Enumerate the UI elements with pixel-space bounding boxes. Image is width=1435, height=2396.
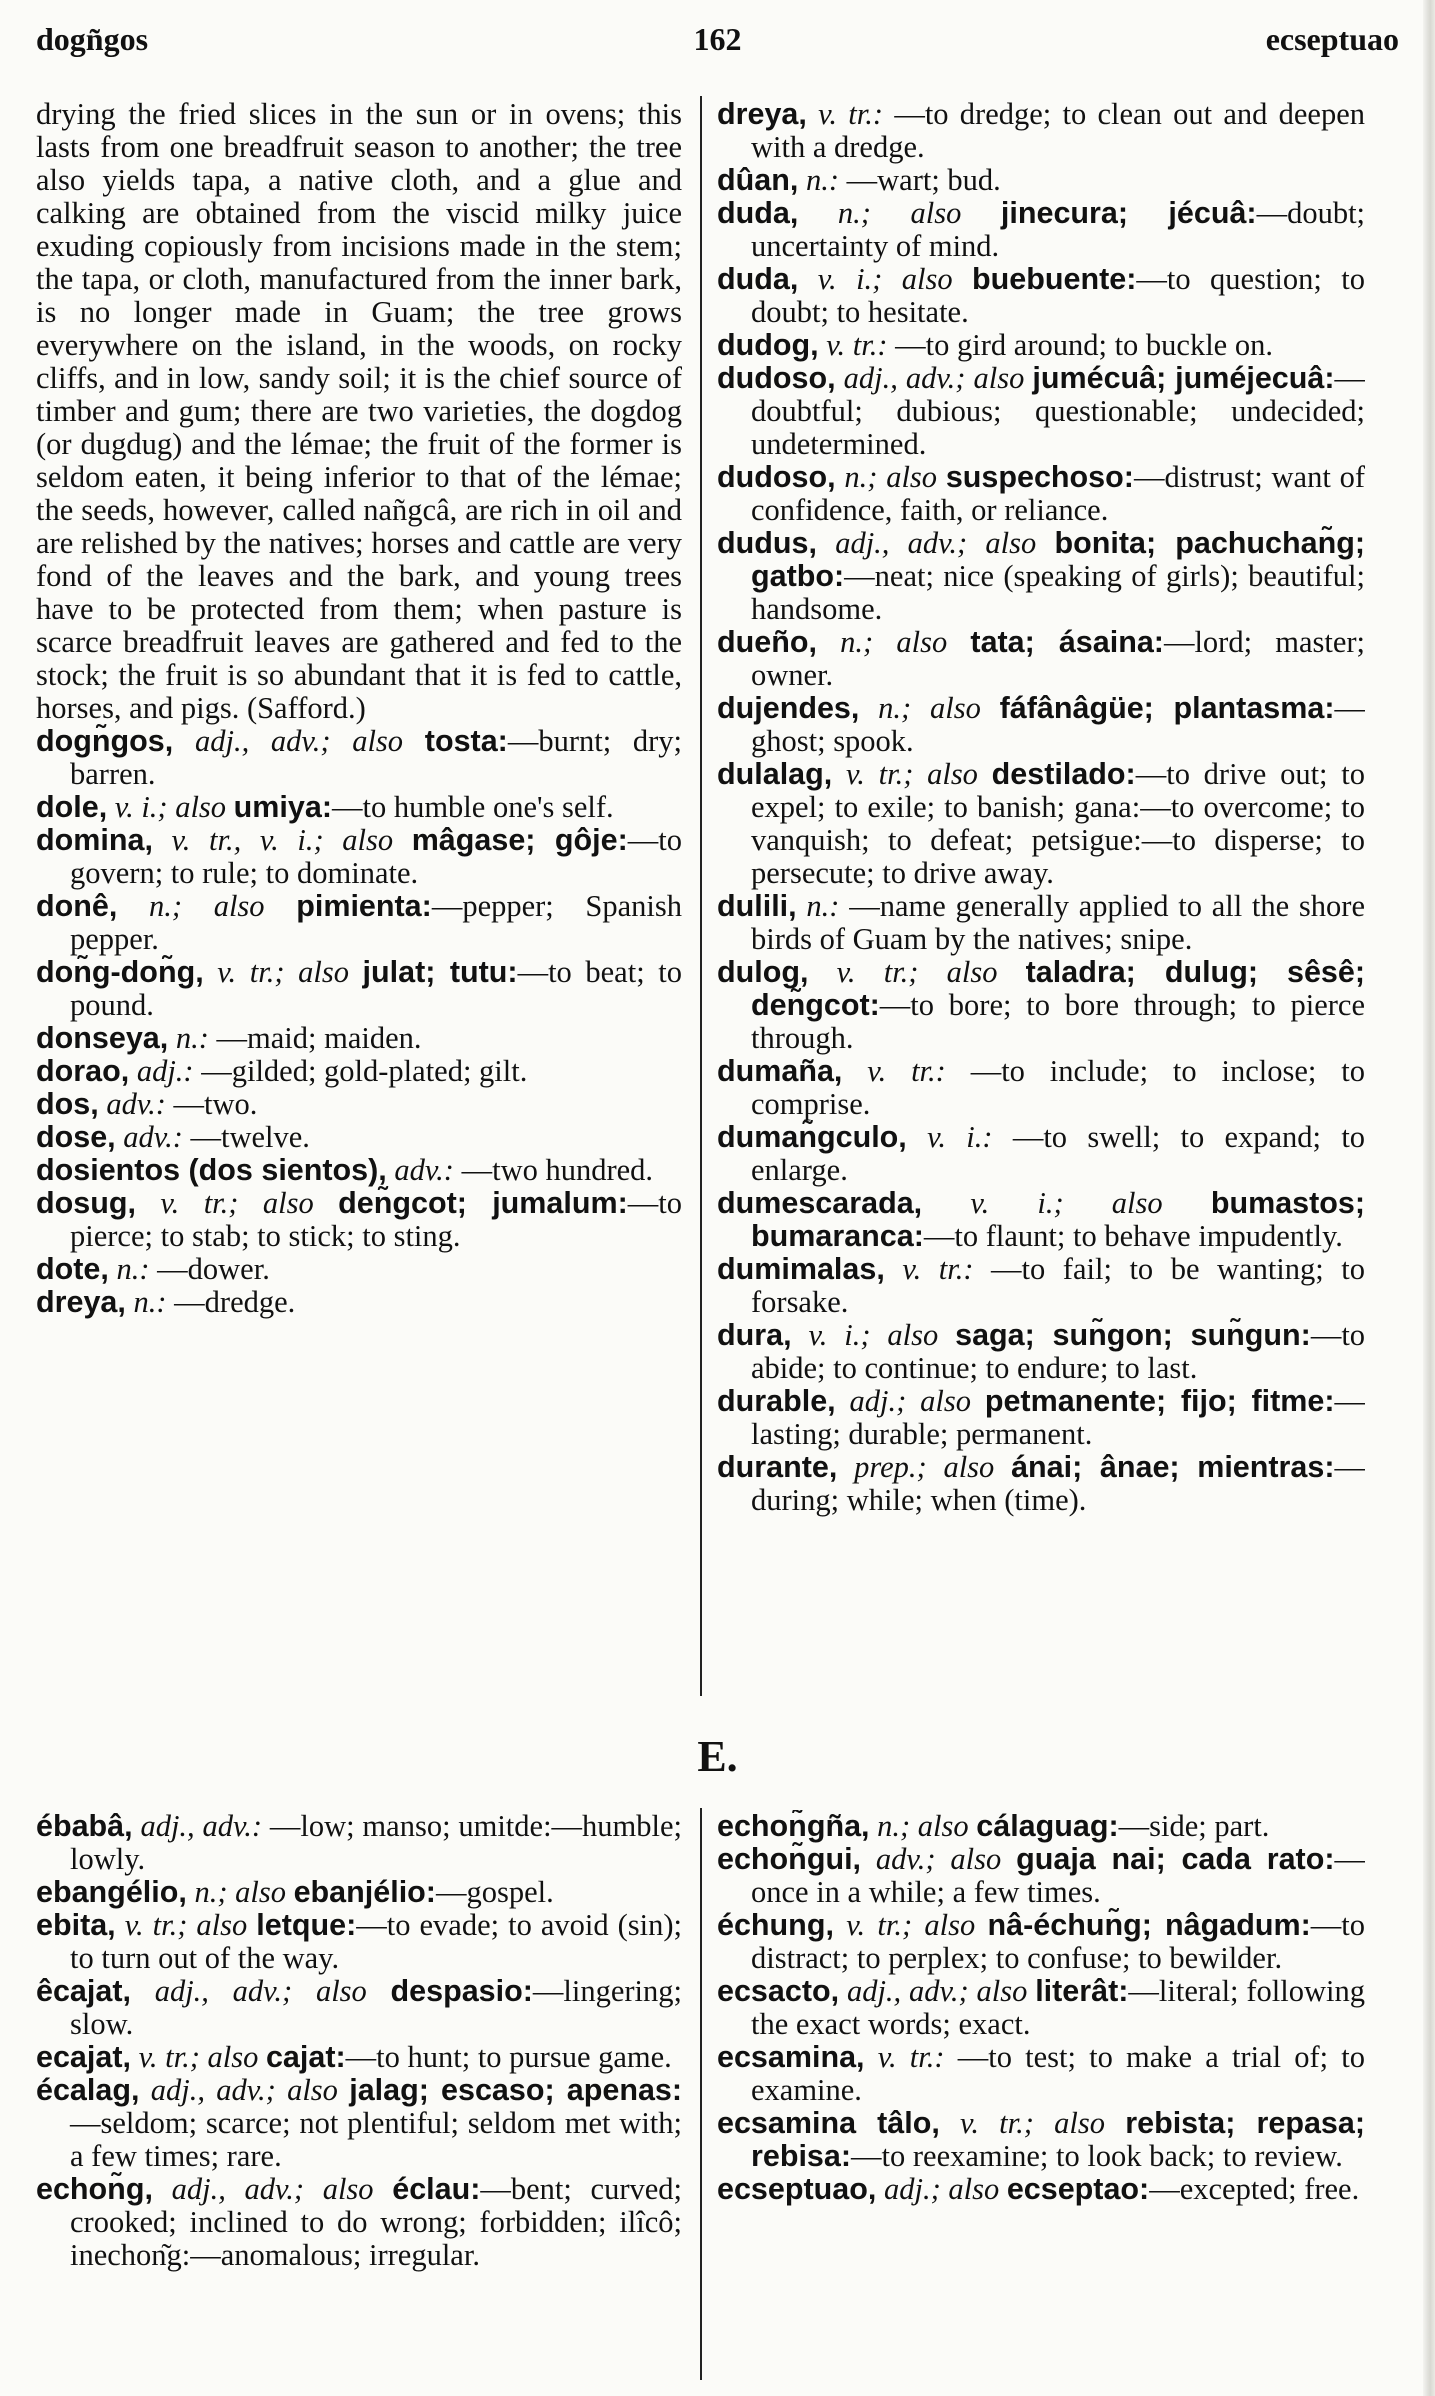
dictionary-entry xyxy=(717,1121,1365,1187)
definition: —name generally applied to all the shore birds of Guam by the natives; snipe. xyxy=(751,889,1365,956)
grammar-label: v. i.; also xyxy=(817,262,953,296)
headword: dosientos (dos sientos), xyxy=(36,1153,387,1187)
definition: —to question; to doubt; to hesitate. xyxy=(751,262,1365,329)
synonym-list: cajat: xyxy=(265,2040,346,2074)
headword: dudoso, xyxy=(717,460,836,494)
grammar-label: adv.; also xyxy=(875,1842,1002,1876)
grammar-label: n.: xyxy=(116,1252,150,1286)
definition: —lord; master; owner. xyxy=(751,625,1365,692)
definition: —once in a while; a few times. xyxy=(751,1842,1365,1909)
headword: ecsamina, xyxy=(717,2040,865,2074)
definition: —literal; following the exact words; exact. xyxy=(751,1974,1365,2041)
grammar-label: v. tr.; also xyxy=(217,955,349,989)
definition: —to pierce; to stab; to stick; to sting. xyxy=(70,1186,682,1253)
synonym-list: pimienta: xyxy=(296,889,432,923)
dictionary-entry xyxy=(36,890,682,956)
headword: ecajat, xyxy=(36,2040,131,2074)
definition: —to include; to inclose; to comprise. xyxy=(751,1054,1365,1121)
definition: —low; manso; umitde:—humble; lowly. xyxy=(70,1810,682,1876)
headword: echon͂gña, xyxy=(717,1810,870,1843)
grammar-label: adj., adv.; also xyxy=(171,2172,374,2206)
headword: echon͂gui, xyxy=(717,1842,862,1876)
headword: dulog, xyxy=(717,955,809,989)
headword: domina, xyxy=(36,823,153,857)
dictionary-entry xyxy=(717,98,1365,164)
headword: dulili, xyxy=(717,889,797,923)
headword: dudog, xyxy=(717,328,819,362)
grammar-label: n.; also xyxy=(194,1875,286,1909)
synonym-list: guaja nai; cada rato: xyxy=(1016,1842,1335,1876)
definition: —to swell; to expand; to enlarge. xyxy=(751,1120,1365,1187)
dictionary-entry xyxy=(36,1121,682,1154)
grammar-label: v. tr.; also xyxy=(138,2040,259,2074)
definition: —pepper; Spanish pepper. xyxy=(70,889,682,956)
definition: —wart; bud. xyxy=(846,163,1001,197)
synonym-list: taladra; dulug; sêsê; den͂gcot: xyxy=(751,955,1365,1022)
definition: —doubt; uncertainty of mind. xyxy=(751,196,1365,263)
headword: ebita, xyxy=(36,1908,116,1942)
dictionary-entry xyxy=(717,956,1365,1055)
grammar-label: adj., adv.; also xyxy=(150,2073,338,2107)
grammar-label: v. i.: xyxy=(927,1120,993,1154)
synonym-list: letque: xyxy=(256,1908,357,1942)
grammar-label: v. i.; also xyxy=(114,790,227,824)
headword: ecsamina tâlo, xyxy=(717,2106,940,2140)
entry-list xyxy=(717,98,1365,1517)
dictionary-entry xyxy=(717,1909,1365,1975)
definition: —to evade; to avoid (sin); to turn out of the way. xyxy=(70,1908,682,1975)
synonym-list: buebuente: xyxy=(972,262,1137,296)
grammar-label: v. tr.; also xyxy=(846,1908,976,1942)
grammar-label: n.; also xyxy=(878,691,981,725)
guide-word-right: ecseptuao xyxy=(1265,21,1399,57)
definition: —to hunt; to pursue game. xyxy=(345,2040,672,2074)
grammar-label: n.; also xyxy=(840,625,948,659)
synonym-list: julat; tutu: xyxy=(362,955,518,989)
definition: —to distract; to perplex; to confuse; to bewilder. xyxy=(751,1908,1365,1975)
dictionary-entry xyxy=(36,1022,682,1055)
headword: duman͂gculo, xyxy=(717,1120,907,1154)
dictionary-entry xyxy=(717,263,1365,329)
definition: —side; part. xyxy=(1118,1810,1270,1843)
headword: dreya, xyxy=(717,98,807,131)
dictionary-entry xyxy=(717,1187,1365,1253)
definition: —dower. xyxy=(157,1252,270,1286)
grammar-label: adj.; also xyxy=(883,2172,1000,2206)
headword: ébabâ, xyxy=(36,1810,133,1843)
dictionary-entry xyxy=(717,2041,1365,2107)
grammar-label: adv.: xyxy=(394,1153,454,1187)
grammar-label: v. tr.; also xyxy=(160,1186,314,1220)
definition: —to govern; to rule; to dominate. xyxy=(70,823,682,890)
definition: —lasting; durable; permanent. xyxy=(751,1384,1365,1451)
grammar-label: n.; also xyxy=(837,196,962,230)
synonym-list: saga; sun͂gon; sun͂gun: xyxy=(955,1318,1311,1352)
headword: dueño, xyxy=(717,625,817,659)
definition: —excepted; free. xyxy=(1149,2172,1360,2206)
definition: —doubtful; dubious; questionable; undecided; undetermined. xyxy=(751,361,1365,461)
synonym-list: petmanente; fijo; fitme: xyxy=(984,1384,1335,1418)
dictionary-entry xyxy=(717,527,1365,626)
grammar-label: n.: xyxy=(806,889,840,923)
dictionary-entry xyxy=(717,1975,1365,2041)
synonym-list: mâgase; gôje: xyxy=(411,823,628,857)
dictionary-entry xyxy=(36,2074,682,2173)
dictionary-entry xyxy=(717,1055,1365,1121)
dictionary-entry xyxy=(36,791,682,824)
continuation-paragraph: drying the fried slices in the sun or in ovens; this lasts from one breadfruit season to another; the tree also yields tapa, a native cloth, and a glue and calking are obtained from the viscid milky juice exuding copiously from incisions made in the stem; the tapa, or cloth, manufactured from the inner bark, is no longer made in Guam; the tree grows everywhere on the island, in the woods, on rocky cliffs, and in low, sandy soil; it is the chief source of timber and gum; there are two varieties, the dogdog (or dugdug) and the lémae; the fruit of the former is seldom eaten, it being inferior to that of the lémae; the seeds, however, called nañgcâ, are rich in oil and are relished by the natives; horses and cattle are very fond of the leaves and the bark, and young trees have to be protected from them; when pasture is scarce breadfruit leaves are gathered and fed to the stock; the fruit is so abundant that it is fed to cattle, horses, and pigs. (Safford.) xyxy=(36,98,682,725)
synonym-list: jumécuâ; juméjecuâ: xyxy=(1032,361,1335,395)
headword: dura, xyxy=(717,1318,792,1352)
definition: —gilded; gold-plated; gilt. xyxy=(201,1054,528,1088)
definition: —to bore; to bore through; to pierce through. xyxy=(751,988,1365,1055)
definition: —ghost; spook. xyxy=(751,691,1365,758)
synonym-list: jinecura; jécuâ: xyxy=(1000,196,1257,230)
dictionary-entry xyxy=(717,461,1365,527)
grammar-label: n.: xyxy=(175,1021,209,1055)
definition: —to drive out; to expel; to exile; to banish; gana:—to overcome; to vanquish; to defeat; petsigue:—to disperse; to persecute; to drive away. xyxy=(751,757,1365,890)
synonym-list: literât: xyxy=(1035,1974,1129,2008)
headword: dulalag, xyxy=(717,757,833,791)
dictionary-entry xyxy=(717,329,1365,362)
grammar-label: n.; also xyxy=(877,1810,969,1843)
dictionary-entry xyxy=(36,1154,682,1187)
dictionary-entry xyxy=(717,1253,1365,1319)
column-divider xyxy=(700,1808,702,2380)
guide-word-left: dogn͂gos xyxy=(36,21,149,57)
grammar-label: adj., adv.; also xyxy=(846,1974,1028,2008)
synonym-list: ecseptao: xyxy=(1006,2172,1150,2206)
grammar-label: v. tr.: xyxy=(867,1054,946,1088)
column-top-left xyxy=(36,98,682,1696)
synonym-list: suspechoso: xyxy=(945,460,1134,494)
headword: dogn͂gos, xyxy=(36,724,174,758)
definition: —to gird around; to buckle on. xyxy=(895,328,1273,362)
synonym-list: ánai; ânae; mientras: xyxy=(1011,1450,1335,1484)
definition: —bent; curved; crooked; inclined to do wrong; forbidden; ilîcô; inechon͂g:—anomalous; irregular. xyxy=(70,2172,682,2272)
synonym-list: éclau: xyxy=(392,2172,481,2206)
entry-list xyxy=(717,1810,1365,2206)
page-number: 162 xyxy=(693,21,742,57)
headword: écalag, xyxy=(36,2073,140,2107)
dictionary-entry xyxy=(36,1253,682,1286)
grammar-label: n.; also xyxy=(844,460,938,494)
definition: —to beat; to pound. xyxy=(70,955,682,1022)
definition: —neat; nice (speaking of girls); beautiful; handsome. xyxy=(751,559,1365,626)
grammar-label: v. tr.: xyxy=(826,328,888,362)
synonym-list: bumastos; bumaranca: xyxy=(751,1186,1365,1253)
definition: —burnt; dry; barren. xyxy=(70,724,682,791)
dictionary-entry xyxy=(717,362,1365,461)
headword: echon͂g, xyxy=(36,2172,153,2206)
definition: —seldom; scarce; not plentiful; seldom met with; a few times; rare. xyxy=(70,2106,682,2173)
definition: —distrust; want of confidence, faith, or reliance. xyxy=(751,460,1365,527)
dictionary-entry xyxy=(717,692,1365,758)
headword: dumimalas, xyxy=(717,1252,885,1286)
dictionary-entry xyxy=(717,1451,1365,1517)
synonym-list: ebanjélio: xyxy=(293,1875,436,1909)
dictionary-entry xyxy=(36,1909,682,1975)
definition: —two. xyxy=(173,1087,258,1121)
dictionary-entry xyxy=(717,164,1365,197)
column-bottom-right xyxy=(717,1810,1365,2370)
column-top-right xyxy=(717,98,1365,1696)
dictionary-entry xyxy=(717,1843,1365,1909)
grammar-label: v. i.; also xyxy=(970,1186,1163,1220)
headword: dûan, xyxy=(717,163,799,197)
headword: donê, xyxy=(36,889,118,923)
grammar-label: adj.: xyxy=(136,1054,194,1088)
headword: donseya, xyxy=(36,1021,169,1055)
synonym-list: despasio: xyxy=(390,1974,533,2008)
synonym-list: tosta: xyxy=(424,724,508,758)
grammar-label: adj., adv.; also xyxy=(835,526,1037,560)
dictionary-entry xyxy=(717,626,1365,692)
headword: ebangélio, xyxy=(36,1875,187,1909)
grammar-label: v. tr.; also xyxy=(845,757,978,791)
dictionary-entry xyxy=(36,2041,682,2074)
dictionary-entry xyxy=(717,1810,1365,1843)
dictionary-entry xyxy=(36,956,682,1022)
grammar-label: adj., adv.; also xyxy=(154,1974,367,2008)
synonym-list: tata; ásaina: xyxy=(970,625,1164,659)
headword: durante, xyxy=(717,1450,838,1484)
grammar-label: v. tr.; also xyxy=(960,2106,1105,2140)
page-header xyxy=(36,14,1399,64)
grammar-label: v. tr.; also xyxy=(124,1908,248,1942)
entry-list xyxy=(36,725,682,1319)
headword: dudus, xyxy=(717,526,817,560)
headword: duda, xyxy=(717,262,799,296)
definition: —twelve. xyxy=(190,1120,310,1154)
definition: —maid; maiden. xyxy=(216,1021,422,1055)
synonym-list: fáfânâgüe; plantasma: xyxy=(999,691,1335,725)
synonym-list: cálaguag: xyxy=(976,1810,1119,1843)
page-edge xyxy=(1423,0,1435,2396)
headword: don͂g-don͂g, xyxy=(36,955,204,989)
grammar-label: v. tr.: xyxy=(902,1252,974,1286)
headword: dos, xyxy=(36,1087,99,1121)
dictionary-entry xyxy=(717,890,1365,956)
dictionary-entry xyxy=(36,1187,682,1253)
dictionary-entry xyxy=(36,725,682,791)
dictionary-entry xyxy=(717,1385,1365,1451)
headword: dreya, xyxy=(36,1285,126,1319)
definition: —to test; to make a trial of; to examine. xyxy=(751,2040,1365,2107)
headword: êcajat, xyxy=(36,1974,131,2008)
grammar-label: v. i.; also xyxy=(808,1318,939,1352)
grammar-label: n.: xyxy=(133,1285,167,1319)
dictionary-entry xyxy=(36,1088,682,1121)
dictionary-entry xyxy=(717,2107,1365,2173)
definition: —lingering; slow. xyxy=(70,1974,682,2041)
definition: —to abide; to continue; to endure; to last. xyxy=(751,1318,1365,1385)
grammar-label: adj., adv.: xyxy=(140,1810,263,1843)
definition: —to humble one's self. xyxy=(331,790,614,824)
dictionary-entry xyxy=(36,1876,682,1909)
grammar-label: n.: xyxy=(805,163,840,197)
headword: durable, xyxy=(717,1384,836,1418)
column-bottom-left xyxy=(36,1810,682,2370)
definition: —to flaunt; to behave impudently. xyxy=(923,1219,1343,1253)
dictionary-entry xyxy=(717,2173,1365,2206)
dictionary-entry xyxy=(717,758,1365,890)
grammar-label: v. tr.; also xyxy=(836,955,998,989)
grammar-label: v. tr.: xyxy=(818,98,884,131)
definition: —two hundred. xyxy=(461,1153,654,1187)
grammar-label: adv.: xyxy=(123,1120,183,1154)
headword: duda, xyxy=(717,196,799,230)
synonym-list: den͂gcot; jumalum: xyxy=(338,1186,628,1220)
grammar-label: adj.; also xyxy=(849,1384,971,1418)
headword: dorao, xyxy=(36,1054,130,1088)
headword: dudoso, xyxy=(717,361,836,395)
dictionary-entry xyxy=(36,1055,682,1088)
dictionary-entry xyxy=(36,1975,682,2041)
grammar-label: n.; also xyxy=(149,889,265,923)
column-divider xyxy=(700,96,702,1696)
headword: ecseptuao, xyxy=(717,2172,877,2206)
dictionary-entry xyxy=(36,824,682,890)
headword: ecsacto, xyxy=(717,1974,840,2008)
dictionary-entry xyxy=(717,197,1365,263)
definition: —during; while; when (time). xyxy=(751,1450,1365,1517)
grammar-label: adv.: xyxy=(106,1087,166,1121)
grammar-label: adj., adv.; also xyxy=(194,724,404,758)
definition: —gospel. xyxy=(435,1875,554,1909)
synonym-list: jalag; escaso; apenas: xyxy=(349,2073,682,2107)
entry-list xyxy=(36,1810,682,2272)
dictionary-entry xyxy=(36,1810,682,1876)
definition: —to fail; to be wanting; to forsake. xyxy=(751,1252,1365,1319)
synonym-list: rebista; repasa; rebisa: xyxy=(751,2106,1365,2173)
dictionary-entry xyxy=(36,1286,682,1319)
headword: dosug, xyxy=(36,1186,136,1220)
headword: dose, xyxy=(36,1120,116,1154)
headword: dumescarada, xyxy=(717,1186,923,1220)
dictionary-entry xyxy=(36,2173,682,2272)
headword: dole, xyxy=(36,790,108,824)
synonym-list: nâ-échun͂g; nâgadum: xyxy=(987,1908,1311,1942)
headword: dote, xyxy=(36,1252,109,1286)
synonym-list: bonita; pachuchan͂g; gatbo: xyxy=(751,526,1365,593)
headword: dujendes, xyxy=(717,691,860,725)
definition: —to dredge; to clean out and deepen with a dredge. xyxy=(751,98,1365,164)
grammar-label: prep.; also xyxy=(854,1450,995,1484)
grammar-label: v. tr.: xyxy=(877,2040,945,2074)
headword: échung, xyxy=(717,1908,834,1942)
definition: —to reexamine; to look back; to review. xyxy=(851,2139,1343,2173)
headword: dumaña, xyxy=(717,1054,843,1088)
synonym-list: umiya: xyxy=(233,790,332,824)
dictionary-entry xyxy=(717,1319,1365,1385)
definition: —dredge. xyxy=(174,1285,296,1319)
section-letter: E. xyxy=(697,1732,738,1781)
synonym-list: destilado: xyxy=(991,757,1136,791)
grammar-label: v. tr., v. i.; also xyxy=(171,823,394,857)
grammar-label: adj., adv.; also xyxy=(843,361,1025,395)
